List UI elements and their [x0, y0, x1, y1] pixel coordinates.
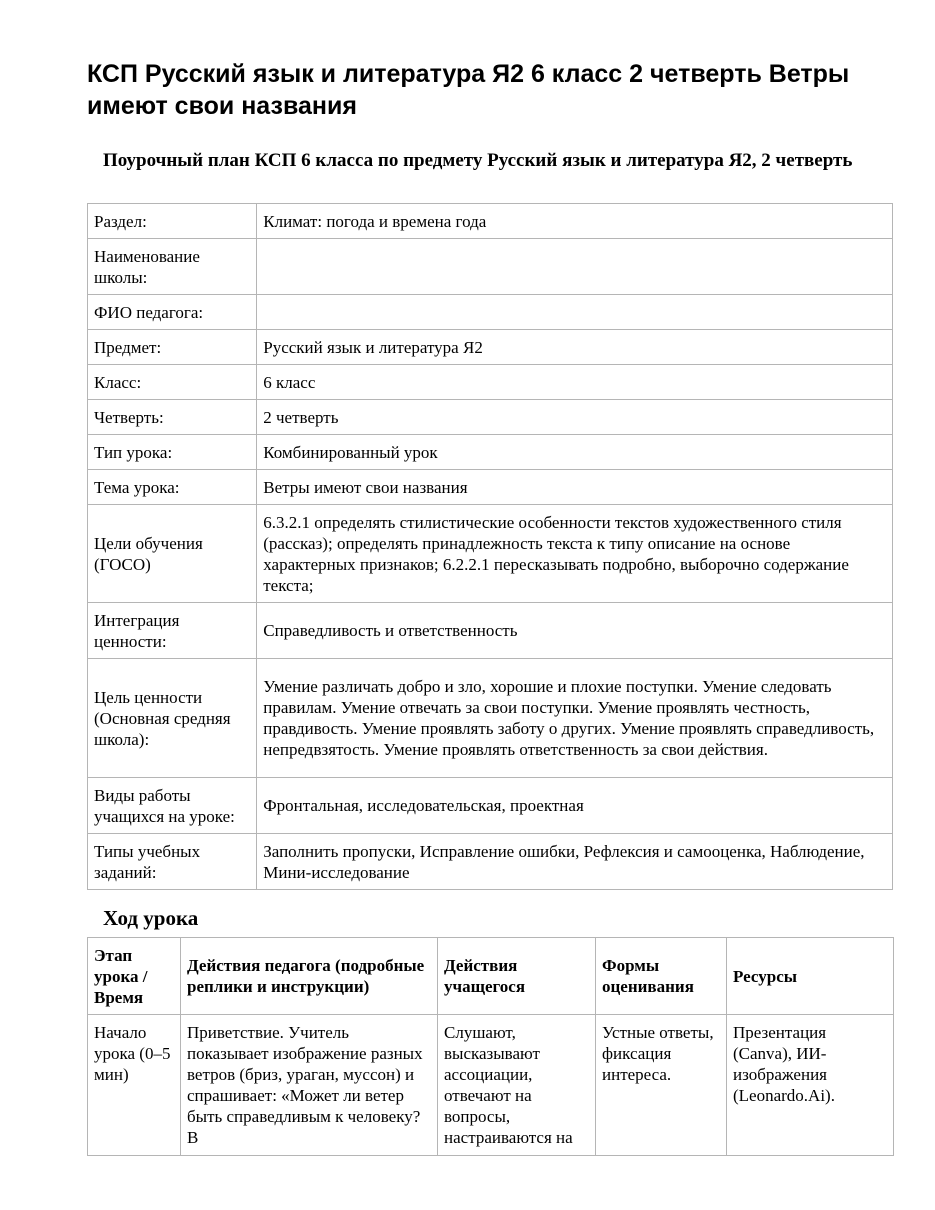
info-value: 6 класс: [257, 365, 893, 400]
info-label: Виды работы учащихся на уроке:: [88, 778, 257, 834]
lesson-cell-stage: [88, 1015, 181, 1156]
info-label: Типы учебных заданий:: [88, 834, 257, 890]
info-value: Русский язык и литература Я2: [257, 330, 893, 365]
info-label: Тип урока:: [88, 435, 257, 470]
column-header-stage: Этап урока / Время: [88, 938, 181, 1015]
lesson-cell-teacher-actions: [181, 1015, 438, 1156]
column-header-assessment: Формы оценивания: [596, 938, 727, 1015]
cell-text: Слушают, высказывают ассоциации, отвечают на вопросы, настраиваются на: [444, 1023, 573, 1147]
lesson-cell-assessment: [596, 1015, 727, 1156]
info-value: [257, 239, 893, 295]
lesson-progress-table: [87, 937, 894, 1156]
table-row: [88, 659, 893, 778]
info-label: Цель ценности (Основная средняя школа):: [88, 659, 257, 778]
info-value: Комбинированный урок: [257, 435, 893, 470]
table-row: [88, 470, 893, 505]
info-value: Ветры имеют свои названия: [257, 470, 893, 505]
info-label: Раздел:: [88, 204, 257, 239]
table-row: [88, 435, 893, 470]
table-row: [88, 834, 893, 890]
document-title: КСП Русский язык и литература Я2 6 класс 2 четверть Ветры имеют свои названия: [87, 60, 850, 120]
lesson-info-table: [87, 203, 893, 890]
cell-text: Презентация (Canva), ИИ-изображения (Leonardo.Ai).: [733, 1023, 835, 1105]
table-row: [88, 204, 893, 239]
info-value: [257, 295, 893, 330]
table-row: [88, 778, 893, 834]
lesson-cell-student-actions: [438, 1015, 596, 1156]
info-label: ФИО педагога:: [88, 295, 257, 330]
info-label: Предмет:: [88, 330, 257, 365]
table-row: [88, 365, 893, 400]
cell-text: Начало урока (0–5 мин): [94, 1023, 171, 1084]
info-label: Цели обучения (ГОСО): [88, 505, 257, 603]
table-row: [88, 505, 893, 603]
info-label: Класс:: [88, 365, 257, 400]
table-row: [88, 239, 893, 295]
table-row: [88, 330, 893, 365]
table-row: [88, 1015, 894, 1156]
column-header-teacher-actions: Действия педагога (подробные реплики и инструкции): [181, 938, 438, 1015]
info-label: Интеграция ценности:: [88, 603, 257, 659]
info-value: Справедливость и ответственность: [257, 603, 893, 659]
lesson-progress-heading: Ход урока: [103, 906, 199, 930]
info-value: 2 четверть: [257, 400, 893, 435]
info-label: Четверть:: [88, 400, 257, 435]
info-value: Фронтальная, исследовательская, проектная: [257, 778, 893, 834]
info-value: Заполнить пропуски, Исправление ошибки, Рефлексия и самооценка, Наблюдение, Мини-исследование: [257, 834, 893, 890]
cell-text: Устные ответы, фиксация интереса.: [602, 1023, 714, 1084]
info-label: Тема урока:: [88, 470, 257, 505]
info-value: Умение различать добро и зло, хорошие и плохие поступки. Умение следовать правилам. Умение отвечать за свои поступки. Умение проявлять честность, правдивость. Умение проявлять заботу о других. Умение проявлять справедливость, непредвзятость. Умение проявлять ответственность за свои действия.: [257, 659, 893, 778]
column-header-resources: Ресурсы: [727, 938, 894, 1015]
cell-text: Приветствие. Учитель показывает изображение разных ветров (бриз, ураган, муссон) и спрашивает: «Может ли ветер быть справедливым к человеку? В: [187, 1023, 423, 1147]
info-label: Наименование школы:: [88, 239, 257, 295]
table-row: [88, 400, 893, 435]
info-value: Климат: погода и времена года: [257, 204, 893, 239]
table-row: [88, 603, 893, 659]
table-row: [88, 295, 893, 330]
column-header-student-actions: Действия учащегося: [438, 938, 596, 1015]
lesson-cell-resources: [727, 1015, 894, 1156]
plan-subtitle: Поурочный план КСП 6 класса по предмету Русский язык и литература Я2, 2 четверть: [103, 150, 853, 171]
table-header-row: [88, 938, 894, 1015]
info-value: 6.3.2.1 определять стилистические особенности текстов художественного стиля (рассказ); определять принадлежность текста к типу описание на основе характерных признаков; 6.2.2.1 пересказывать подробно, выборочно содержание текста;: [257, 505, 893, 603]
